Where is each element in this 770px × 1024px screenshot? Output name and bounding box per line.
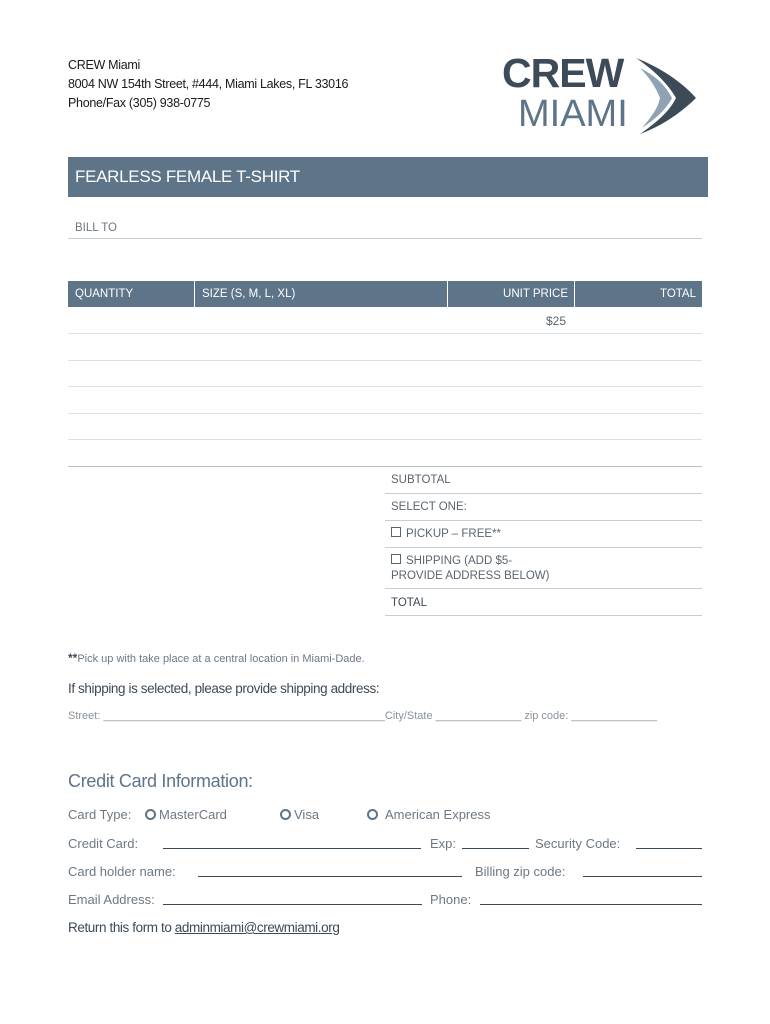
shipping-option[interactable] [391,554,549,584]
credit-card-label: Credit Card: [68,836,139,851]
card-option-amex[interactable] [367,807,490,822]
unit-price-value: $25 [546,314,567,328]
total-label: TOTAL [391,597,427,609]
logo-word-crew: CREW [502,50,624,96]
pickup-option[interactable] [391,527,501,542]
summary-divider [385,615,702,616]
th-size-label: SIZE (S, M, L, XL) [202,288,296,300]
shipping-label-1: SHIPPING (ADD $5- [406,555,513,567]
card-option-mastercard[interactable] [145,807,227,822]
summary-divider [385,588,702,589]
card-option-visa[interactable] [280,807,319,822]
mastercard-radio[interactable] [145,809,156,820]
crew-miami-logo [500,50,710,140]
note-text: Pick up with take place at a central location in Miami-Dade. [77,653,365,665]
security-code-field[interactable] [636,848,702,849]
return-text: Return this form to [68,920,175,935]
note-stars: ** [68,651,78,665]
select-one-label: SELECT ONE: [391,501,467,513]
organization-info [68,56,348,113]
th-total [575,281,702,307]
visa-label: Visa [294,807,320,822]
th-total-label: TOTAL [660,288,696,300]
th-unit-price [448,281,574,307]
billing-zip-field[interactable] [583,876,702,877]
table-row[interactable] [68,439,702,440]
chevron-swoosh-icon [632,54,704,134]
org-name: CREW Miami [68,58,140,72]
table-bottom-line [68,466,702,467]
mastercard-label: MasterCard [159,807,227,822]
th-size [195,281,447,307]
summary-divider [385,520,702,521]
amex-label: American Express [385,807,491,822]
shipping-address-line[interactable]: Street: ______________________________________________City/State ______________ zip code: ______________ [68,710,658,722]
card-holder-label: Card holder name: [68,864,176,879]
th-quantity-label: QUANTITY [75,288,134,300]
phone-field[interactable] [480,904,702,905]
shipping-heading: If shipping is selected, please provide shipping address: [68,681,380,696]
subtotal-label: SUBTOTAL [391,474,451,486]
bill-to-label: BILL TO [75,222,117,234]
card-holder-field[interactable] [198,876,462,877]
phone-label: Phone: [430,892,472,907]
summary-divider [385,493,702,494]
credit-card-field[interactable] [163,848,421,849]
visa-radio[interactable] [280,809,291,820]
security-code-label: Security Code: [535,836,621,851]
th-quantity [68,281,194,307]
shipping-label-2: PROVIDE ADDRESS BELOW) [391,570,550,582]
table-row[interactable] [68,333,702,334]
pickup-checkbox[interactable] [391,527,401,537]
pickup-label: PICKUP – FREE** [406,528,502,540]
email-field[interactable] [163,904,422,905]
exp-field[interactable] [462,848,529,849]
org-address: 8004 NW 154th Street, #444, Miami Lakes, FL 33016 [68,77,349,91]
logo-word-miami: MIAMI [518,93,628,135]
exp-label: Exp: [430,836,457,851]
form-title-bar [68,157,708,197]
credit-card-title: Credit Card Information: [68,771,253,791]
org-phone: Phone/Fax (305) 938-0775 [68,96,211,110]
amex-radio[interactable] [367,809,378,820]
shipping-checkbox[interactable] [391,554,401,564]
billing-zip-label: Billing zip code: [475,864,566,879]
table-row[interactable] [68,360,702,361]
bill-to-line[interactable] [68,238,702,239]
th-unit-price-label: UNIT PRICE [503,288,568,300]
summary-divider [385,547,702,548]
return-email-link[interactable]: adminmiami@crewmiami.org [174,920,340,935]
return-instructions [68,920,339,935]
pickup-note [68,651,365,665]
table-row[interactable] [68,413,702,414]
email-label: Email Address: [68,892,155,907]
form-title: FEARLESS FEMALE T-SHIRT [75,167,300,186]
table-row[interactable] [68,386,702,387]
card-type-label: Card Type: [68,807,132,822]
